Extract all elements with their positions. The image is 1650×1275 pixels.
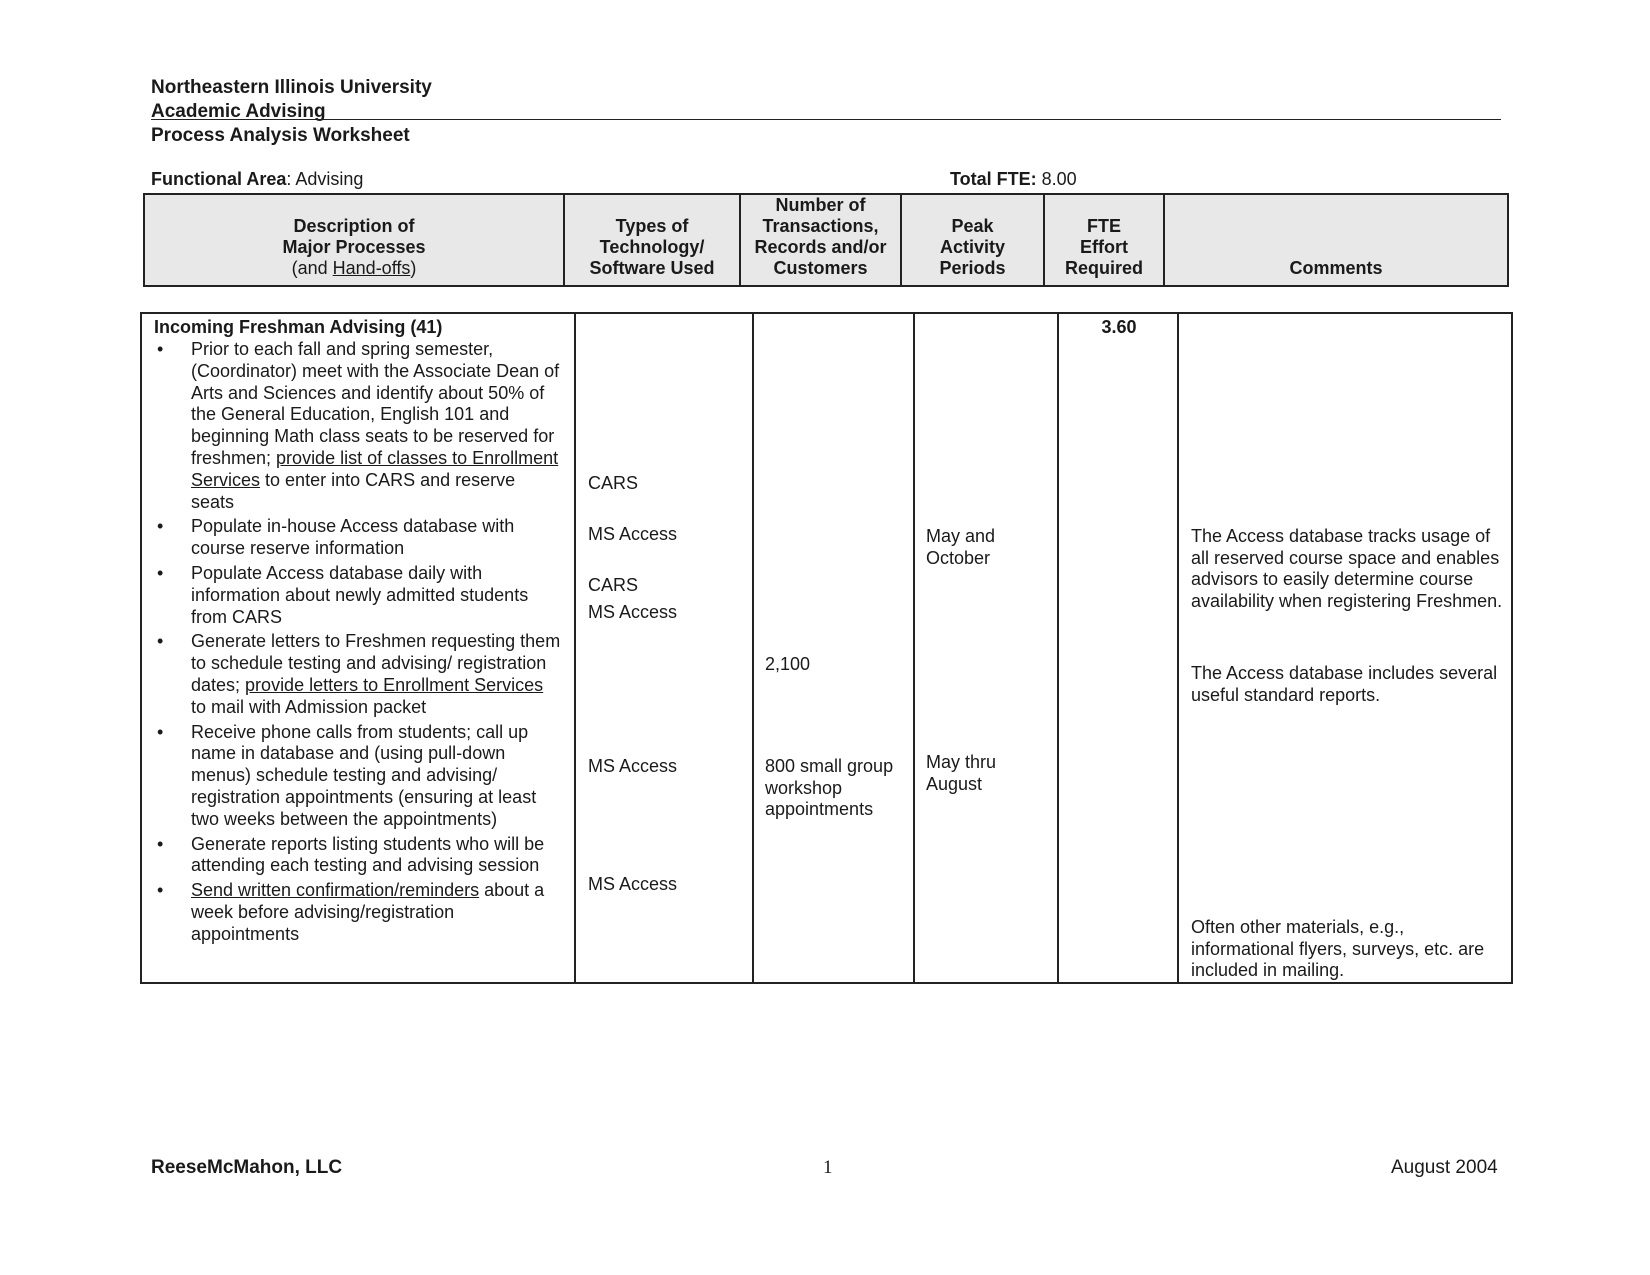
tech-cars: CARS [588, 473, 639, 493]
process-text: Prior to each fall and spring semester, (Coordinator) meet with the Associate Dean of Arts and Sciences and identify about 50% of the General Education, English 101 and beginning Math class seats to be reserved for freshmen; [191, 339, 560, 468]
functional-area-label: Functional Area [151, 169, 287, 189]
col-header-technology-line2: Technology/ [599, 237, 705, 257]
transactions-count: 2,100 [765, 654, 811, 674]
col-header-fte-line2: Effort [1080, 237, 1128, 257]
tech-cars: CARS [588, 575, 639, 595]
total-fte-value: 8.00 [1036, 169, 1077, 189]
process-item [152, 834, 562, 878]
bullet: • [157, 833, 164, 854]
col-header-transactions-line2: Transactions, [762, 216, 879, 236]
col-header-transactions-line1: Number of [775, 195, 866, 215]
col-header-comments-label: Comments [1289, 258, 1383, 278]
total-fte-label: Total FTE: [950, 169, 1037, 189]
col-header-transactions-line4: Customers [773, 258, 868, 278]
workshop-count: 800 small group workshop appointments [765, 756, 894, 819]
col-header-fte-line3: Required [1064, 258, 1143, 278]
peak-period: May and October [926, 526, 996, 568]
bullet: • [157, 721, 164, 742]
peak-period: May thru August [926, 752, 997, 794]
process-item [152, 880, 562, 945]
process-handoff: provide letters to Enrollment Services [245, 674, 544, 695]
footer-date: August 2004 [1391, 1157, 1498, 1178]
col-header-technology-line3: Software Used [589, 258, 715, 278]
process-text: to mail with Admission packet [191, 696, 427, 717]
header-rule [151, 119, 1501, 120]
process-handoff: provide list of classes to Enrollment Services [191, 447, 559, 490]
process-item [152, 563, 562, 628]
total-fte [950, 168, 1077, 190]
tech-ms-access: MS Access [588, 756, 678, 776]
tech-ms-access: MS Access [588, 524, 678, 544]
col-header-technology [565, 195, 741, 285]
footer-company: ReeseMcMahon, LLC [151, 1157, 343, 1178]
document-title: Process Analysis Worksheet [151, 125, 410, 146]
bullet: • [157, 339, 164, 359]
process-text: Generate reports listing students who will be attending each testing and advising session [191, 833, 545, 876]
col-header-transactions [741, 195, 902, 285]
process-handoff: Send written confirmation/reminders [191, 880, 480, 901]
col-header-peak-line1: Peak [951, 216, 994, 236]
org-name: Northeastern Illinois University [151, 77, 432, 98]
process-list [152, 339, 562, 949]
col-header-peak [902, 195, 1045, 285]
process-table [140, 312, 1513, 984]
col-header-fte [1045, 195, 1165, 285]
column-header-table [143, 193, 1509, 287]
col-header-description-line2: Major Processes [282, 237, 426, 257]
process-item [152, 339, 562, 513]
tech-ms-access: MS Access [588, 602, 678, 622]
process-text: to enter into CARS and reserve seats [191, 469, 516, 512]
col-header-peak-line3: Periods [939, 258, 1006, 278]
col-header-technology-line1: Types of [615, 216, 689, 236]
section-fte: 3.60 [1101, 317, 1137, 337]
col-header-description-handoffs: Hand-offs [332, 258, 411, 278]
col-header-transactions-line3: Records and/or [754, 237, 887, 257]
col-header-description [145, 195, 565, 285]
bullet: • [157, 562, 164, 583]
bullet: • [157, 516, 164, 537]
fte-column [1059, 314, 1179, 982]
functional-area-value: : Advising [286, 169, 364, 189]
comment: The Access database includes several useful standard reports. [1191, 663, 1498, 705]
comment: Often other materials, e.g., informational flyers, surveys, etc. are included in mailing. [1191, 917, 1485, 980]
comment: The Access database tracks usage of all reserved course space and enables advisors to easily determine course availability when registering Freshmen. [1191, 526, 1503, 611]
col-header-description-line3 [292, 258, 417, 279]
peak-column [915, 314, 1059, 982]
process-item [152, 722, 562, 831]
process-text: Generate letters to Freshmen requesting them to schedule testing and advising/ registration dates; [191, 631, 561, 695]
process-text: Populate Access database daily with information about newly admitted students from CARS [191, 562, 529, 627]
col-header-description-line1: Description of [293, 216, 415, 236]
process-text: Populate in-house Access database with course reserve information [191, 516, 515, 559]
description-column [142, 314, 576, 982]
functional-area [151, 168, 363, 190]
process-item [152, 516, 562, 560]
comments-column [1179, 314, 1511, 982]
process-text: Receive phone calls from students; call up name in database and (using pull-down menus) schedule testing and advising/ registration appointments (ensuring at least two weeks between the appointments) [191, 721, 537, 829]
col-header-description-pre: (and [291, 258, 333, 278]
section-title: Incoming Freshman Advising (41) [154, 317, 443, 337]
col-header-fte-line1: FTE [1087, 216, 1121, 236]
department-name: Academic Advising [151, 101, 326, 122]
process-item [152, 631, 562, 718]
transactions-column [754, 314, 915, 982]
col-header-description-post: ) [410, 258, 417, 278]
bullet: • [157, 880, 164, 901]
bullet: • [157, 631, 164, 652]
technology-column [576, 314, 754, 982]
tech-ms-access: MS Access [588, 874, 678, 894]
process-text: about a week before advising/registration appointments [191, 880, 545, 944]
page-number: 1 [823, 1157, 833, 1178]
col-header-comments [1165, 195, 1507, 285]
col-header-peak-line2: Activity [939, 237, 1006, 257]
